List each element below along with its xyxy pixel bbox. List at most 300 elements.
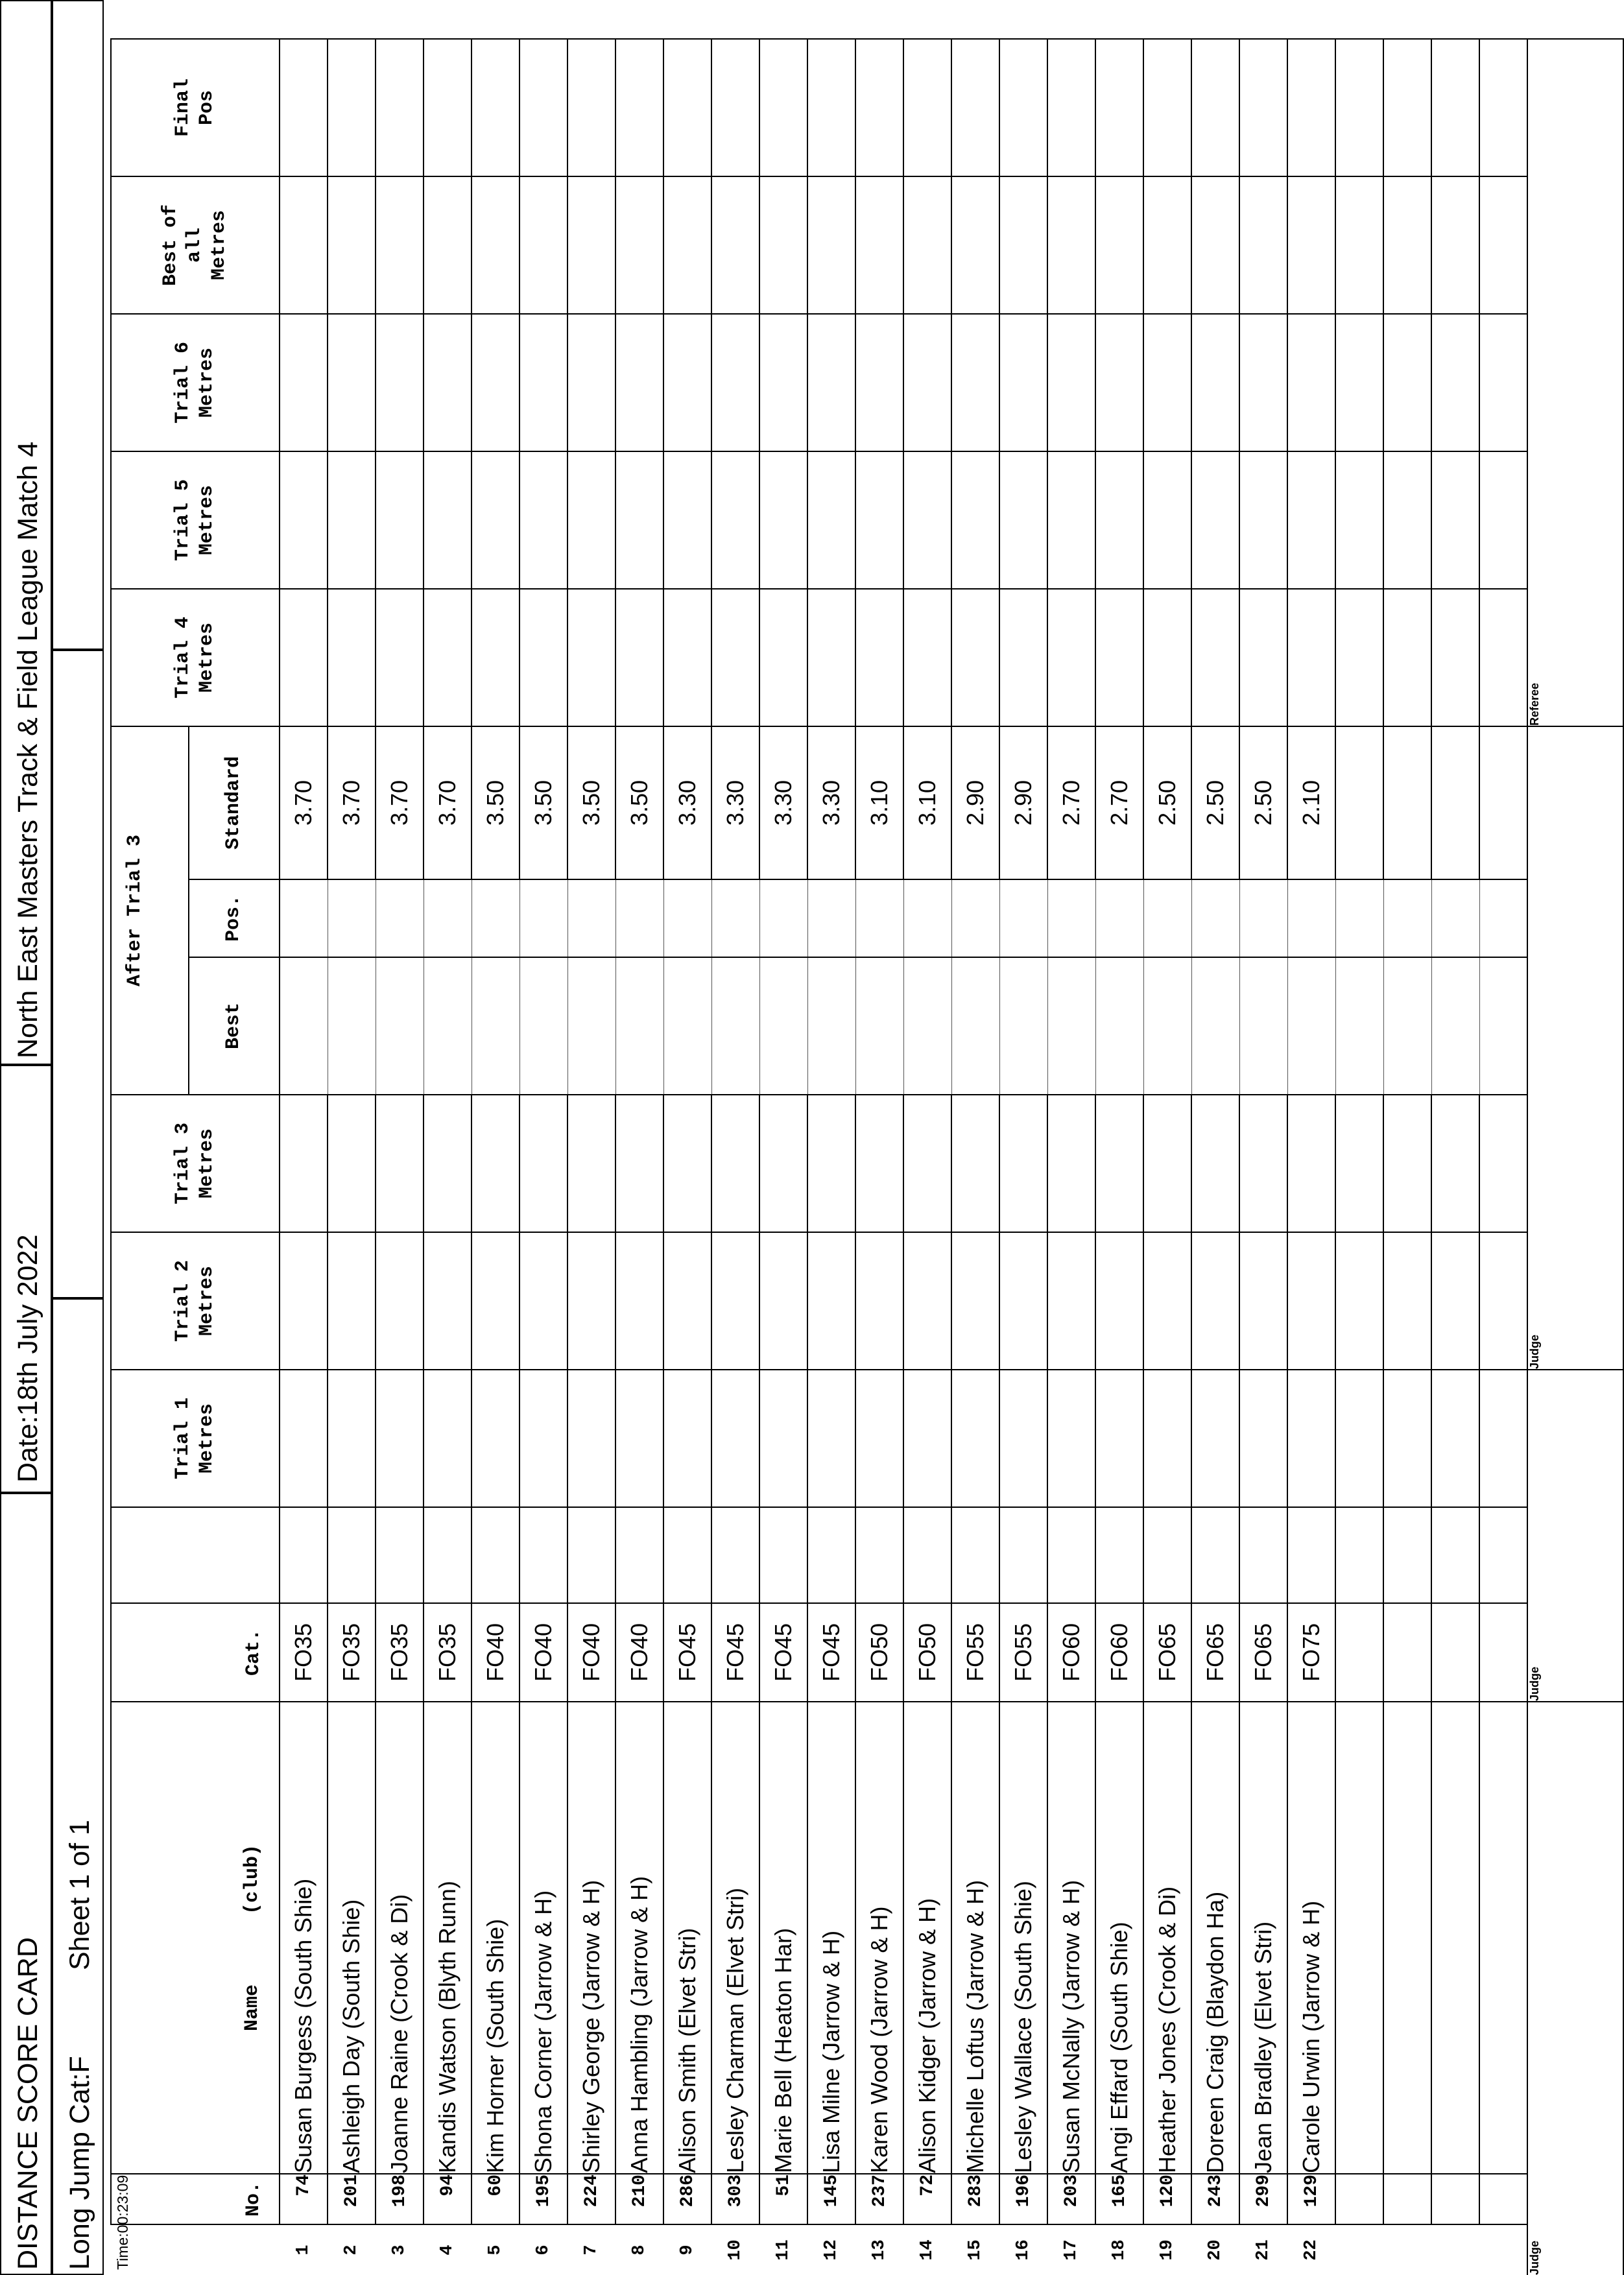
trial-5-cell [472, 451, 519, 589]
after-best-cell [280, 957, 328, 1095]
header-after-pos: Pos. [189, 879, 280, 957]
blank-cell [759, 1507, 807, 1603]
blank-cell [567, 1507, 615, 1603]
trial-4-cell [424, 589, 472, 726]
sheet-number: Sheet 1 of 1 [64, 1820, 95, 1970]
competitor-category: FO45 [759, 1603, 807, 1702]
competitor-number [1383, 2174, 1431, 2224]
best-of-all-cell [759, 176, 807, 314]
row-number: 5 [486, 2245, 505, 2256]
trial-1-cell [328, 1370, 376, 1507]
after-pos-cell [759, 879, 807, 957]
best-of-all-cell [472, 176, 519, 314]
best-of-all-cell [567, 176, 615, 314]
after-pos-cell [1239, 879, 1287, 957]
trial-4-cell [472, 589, 519, 726]
after-best-cell [1383, 957, 1431, 1095]
trial-1-cell [999, 1370, 1047, 1507]
after-best-cell [807, 957, 855, 1095]
blank-cell [615, 1507, 663, 1603]
after-best-cell [711, 957, 759, 1095]
trial-4-cell [903, 589, 951, 726]
table-row [424, 39, 472, 2275]
trial-5-cell [951, 451, 999, 589]
standard-cell [1479, 726, 1527, 879]
trial-1-cell [615, 1370, 663, 1507]
competitor-name [1383, 1702, 1431, 2174]
competitor-number: 283 [951, 2174, 999, 2224]
trial-1-cell [951, 1370, 999, 1507]
header-best-of-all: Best of all Metres [111, 176, 280, 314]
trial-5-cell [1287, 451, 1335, 589]
competitor-number [1431, 2174, 1479, 2224]
after-best-cell [903, 957, 951, 1095]
header-blank-box-2 [52, 0, 104, 650]
blank-cell [1335, 1507, 1383, 1603]
competitor-category: FO40 [472, 1603, 519, 1702]
after-pos-cell [807, 879, 855, 957]
standard-cell: 3.10 [855, 726, 903, 879]
row-number: 15 [966, 2239, 985, 2261]
standard-cell: 3.50 [519, 726, 567, 879]
trial-6-cell [711, 314, 759, 451]
competitor-name: Lesley Wallace (South Shie) [999, 1702, 1047, 2174]
trial-1-cell [1335, 1370, 1383, 1507]
competitor-category: FO55 [951, 1603, 999, 1702]
row-number: 22 [1302, 2239, 1321, 2261]
trial-3-cell [1191, 1095, 1239, 1232]
trial-1-cell [567, 1370, 615, 1507]
trial-2-cell [759, 1232, 807, 1370]
competitor-name: Kim Horner (South Shie) [472, 1702, 519, 2174]
trial-5-cell [1095, 451, 1143, 589]
trial-3-cell [663, 1095, 711, 1232]
after-pos-cell [855, 879, 903, 957]
trial-4-cell [280, 589, 328, 726]
competitor-name: Kandis Watson (Blyth Runn) [424, 1702, 472, 2174]
trial-2-cell [376, 1232, 424, 1370]
trial-4-cell [376, 589, 424, 726]
header-final-pos: Final Pos [111, 39, 280, 176]
trial-5-cell [903, 451, 951, 589]
trial-6-cell [1335, 314, 1383, 451]
trial-5-cell [855, 451, 903, 589]
trial-2-cell [903, 1232, 951, 1370]
blank-cell [1143, 1507, 1191, 1603]
judge-label: Judge [1528, 1666, 1541, 1701]
row-number: 2 [342, 2245, 361, 2256]
after-pos-cell [1431, 879, 1479, 957]
trial-4-cell [1191, 589, 1239, 726]
competitor-name: Marie Bell (Heaton Har) [759, 1702, 807, 2174]
final-pos-cell [951, 39, 999, 176]
best-of-all-cell [807, 176, 855, 314]
competitor-number: 51 [759, 2174, 807, 2224]
trial-2-cell [519, 1232, 567, 1370]
standard-cell [1383, 726, 1431, 879]
competitor-name: Susan McNally (Jarrow & H) [1047, 1702, 1095, 2174]
best-of-all-cell [1383, 176, 1431, 314]
trial-2-cell [1431, 1232, 1479, 1370]
after-pos-cell [1143, 879, 1191, 957]
after-pos-cell [1095, 879, 1143, 957]
standard-cell: 2.70 [1095, 726, 1143, 879]
trial-5-cell [1383, 451, 1431, 589]
competitor-name: Karen Wood (Jarrow & H) [855, 1702, 903, 2174]
competitor-name: Doreen Craig (Blaydon Ha) [1191, 1702, 1239, 2174]
best-of-all-cell [1479, 176, 1527, 314]
trial-6-cell [1047, 314, 1095, 451]
table-row [1143, 39, 1191, 2275]
competitor-name [1335, 1702, 1383, 2174]
blank-cell [855, 1507, 903, 1603]
blank-cell [951, 1507, 999, 1603]
best-of-all-cell [328, 176, 376, 314]
final-pos-cell [903, 39, 951, 176]
row-number: 11 [774, 2239, 793, 2261]
after-pos-cell [328, 879, 376, 957]
trial-3-cell [903, 1095, 951, 1232]
competitor-number [1335, 2174, 1383, 2224]
table-row [1239, 39, 1287, 2275]
table-row [280, 39, 328, 2275]
blank-cell [1191, 1507, 1239, 1603]
trial-5-cell [280, 451, 328, 589]
trial-4-cell [1335, 589, 1383, 726]
after-pos-cell [424, 879, 472, 957]
trial-3-cell [1479, 1095, 1527, 1232]
table-row [903, 39, 951, 2275]
row-number: 10 [726, 2239, 745, 2261]
after-pos-cell [1191, 879, 1239, 957]
competitor-name: Michelle Loftus (Jarrow & H) [951, 1702, 999, 2174]
row-number: 8 [630, 2245, 649, 2256]
row-number: 16 [1014, 2239, 1033, 2261]
trial-2-cell [951, 1232, 999, 1370]
after-pos-cell [903, 879, 951, 957]
trial-5-cell [567, 451, 615, 589]
after-pos-cell [1047, 879, 1095, 957]
standard-cell: 3.10 [903, 726, 951, 879]
trial-3-cell [1239, 1095, 1287, 1232]
standard-cell: 3.50 [615, 726, 663, 879]
trial-1-cell [1431, 1370, 1479, 1507]
trial-6-cell [1239, 314, 1287, 451]
blank-cell [1479, 1507, 1527, 1603]
trial-2-cell [1335, 1232, 1383, 1370]
trial-3-cell [615, 1095, 663, 1232]
after-pos-cell [1479, 879, 1527, 957]
row-number: 12 [822, 2239, 841, 2261]
competitor-number: 198 [376, 2174, 424, 2224]
row-number: 7 [582, 2245, 601, 2256]
competitor-name [1479, 1702, 1527, 2174]
trial-6-cell [472, 314, 519, 451]
blank-cell [1095, 1507, 1143, 1603]
final-pos-cell [1335, 39, 1383, 176]
blank-cell [903, 1507, 951, 1603]
blank-cell [711, 1507, 759, 1603]
blank-cell [663, 1507, 711, 1603]
trial-2-cell [663, 1232, 711, 1370]
table-row [807, 39, 855, 2275]
table-row [1095, 39, 1143, 2275]
final-pos-cell [1191, 39, 1239, 176]
trial-4-cell [807, 589, 855, 726]
final-pos-cell [1143, 39, 1191, 176]
standard-cell: 3.30 [711, 726, 759, 879]
standard-cell: 2.50 [1191, 726, 1239, 879]
header-cat: Cat. [111, 1603, 280, 1702]
trial-6-cell [903, 314, 951, 451]
competitor-category: FO40 [567, 1603, 615, 1702]
competitor-category: FO40 [615, 1603, 663, 1702]
table-row [855, 39, 903, 2275]
trial-3-cell [711, 1095, 759, 1232]
trial-1-cell [519, 1370, 567, 1507]
final-pos-cell [519, 39, 567, 176]
trial-2-cell [567, 1232, 615, 1370]
header-trial-5: Trial 5 Metres [111, 451, 280, 589]
trial-1-cell [807, 1370, 855, 1507]
judge-label: Judge [1528, 1334, 1541, 1369]
table-row [1335, 39, 1383, 2275]
trial-3-cell [1143, 1095, 1191, 1232]
trial-6-cell [519, 314, 567, 451]
trial-1-cell [855, 1370, 903, 1507]
after-pos-cell [999, 879, 1047, 957]
trial-6-cell [1191, 314, 1239, 451]
table-row [1383, 39, 1431, 2275]
blank-cell [1047, 1507, 1095, 1603]
final-pos-cell [376, 39, 424, 176]
row-number [1335, 2224, 1383, 2275]
standard-cell [1335, 726, 1383, 879]
after-best-cell [376, 957, 424, 1095]
blank-cell [280, 1507, 328, 1603]
standard-cell: 2.50 [1143, 726, 1191, 879]
trial-2-cell [1143, 1232, 1191, 1370]
standard-cell: 3.30 [759, 726, 807, 879]
final-pos-cell [663, 39, 711, 176]
trial-2-cell [472, 1232, 519, 1370]
trial-5-cell [807, 451, 855, 589]
trial-3-cell [424, 1095, 472, 1232]
competitor-name [1431, 1702, 1479, 2174]
final-pos-cell [1095, 39, 1143, 176]
row-number [1479, 2224, 1527, 2275]
trial-2-cell [1287, 1232, 1335, 1370]
competitor-number: 243 [1191, 2174, 1239, 2224]
competitor-number: 196 [999, 2174, 1047, 2224]
trial-1-cell [376, 1370, 424, 1507]
table-row [615, 39, 663, 2275]
header-name: Name (club) [111, 1702, 280, 2174]
competitor-category: FO35 [328, 1603, 376, 1702]
judge-signature-box-1 [1527, 1702, 1623, 2275]
standard-cell: 3.70 [280, 726, 328, 879]
header-trial-2: Trial 2 Metres [111, 1232, 280, 1370]
final-pos-cell [280, 39, 328, 176]
trial-2-cell [1191, 1232, 1239, 1370]
after-pos-cell [567, 879, 615, 957]
best-of-all-cell [663, 176, 711, 314]
trial-6-cell [615, 314, 663, 451]
header-trial-6: Trial 6 Metres [111, 314, 280, 451]
competitor-name: Alison Smith (Elvet Stri) [663, 1702, 711, 2174]
trial-5-cell [1143, 451, 1191, 589]
judge-label: Judge [1528, 2240, 1541, 2275]
after-pos-cell [951, 879, 999, 957]
blank-cell [999, 1507, 1047, 1603]
header-after-standard: Standard [189, 726, 280, 879]
header-trial-4: Trial 4 Metres [111, 589, 280, 726]
competitor-name: Angi Effard (South Shie) [1095, 1702, 1143, 2174]
final-pos-cell [472, 39, 519, 176]
trial-1-cell [1047, 1370, 1095, 1507]
best-of-all-cell [1095, 176, 1143, 314]
final-pos-cell [1431, 39, 1479, 176]
trial-2-cell [280, 1232, 328, 1370]
competitor-name: Heather Jones (Crook & Di) [1143, 1702, 1191, 2174]
best-of-all-cell [903, 176, 951, 314]
after-pos-cell [663, 879, 711, 957]
row-number: 18 [1110, 2239, 1129, 2261]
competitor-category: FO45 [711, 1603, 759, 1702]
trial-3-cell [1431, 1095, 1479, 1232]
trial-3-cell [567, 1095, 615, 1232]
after-best-cell [663, 957, 711, 1095]
best-of-all-cell [519, 176, 567, 314]
trial-4-cell [615, 589, 663, 726]
trial-2-cell [1479, 1232, 1527, 1370]
best-of-all-cell [1431, 176, 1479, 314]
competitor-name: Lesley Charman (Elvet Stri) [711, 1702, 759, 2174]
after-best-cell [328, 957, 376, 1095]
final-pos-cell [855, 39, 903, 176]
trial-5-cell [1335, 451, 1383, 589]
trial-5-cell [1047, 451, 1095, 589]
trial-4-cell [855, 589, 903, 726]
trial-3-cell [1095, 1095, 1143, 1232]
best-of-all-cell [1191, 176, 1239, 314]
competitor-category: FO50 [903, 1603, 951, 1702]
trial-6-cell [1479, 314, 1527, 451]
blank-cell [328, 1507, 376, 1603]
competitor-number: 299 [1239, 2174, 1287, 2224]
after-best-cell [1335, 957, 1383, 1095]
trial-3-cell [1047, 1095, 1095, 1232]
standard-cell: 3.50 [472, 726, 519, 879]
competitor-number: 237 [855, 2174, 903, 2224]
competitor-category [1479, 1603, 1527, 1702]
after-pos-cell [519, 879, 567, 957]
after-best-cell [1287, 957, 1335, 1095]
trial-5-cell [1479, 451, 1527, 589]
competitor-number: 120 [1143, 2174, 1191, 2224]
blank-cell [1431, 1507, 1479, 1603]
after-best-cell [472, 957, 519, 1095]
best-of-all-cell [280, 176, 328, 314]
trial-1-cell [711, 1370, 759, 1507]
trial-4-cell [1239, 589, 1287, 726]
competitor-category: FO60 [1047, 1603, 1095, 1702]
print-time: Time:00:23:09 [114, 2174, 131, 2270]
trial-4-cell [1095, 589, 1143, 726]
trial-6-cell [376, 314, 424, 451]
best-of-all-cell [615, 176, 663, 314]
trial-1-cell [1239, 1370, 1287, 1507]
table-row [999, 39, 1047, 2275]
competitor-category [1383, 1603, 1431, 1702]
trial-1-cell [759, 1370, 807, 1507]
after-best-cell [1143, 957, 1191, 1095]
card-title: DISTANCE SCORE CARD [12, 1937, 43, 2270]
blank-cell [807, 1507, 855, 1603]
competitor-number: 224 [567, 2174, 615, 2224]
after-pos-cell [1335, 879, 1383, 957]
header-no: No. [111, 2174, 280, 2224]
trial-2-cell [807, 1232, 855, 1370]
competitor-category [1335, 1603, 1383, 1702]
competitor-number: 129 [1287, 2174, 1335, 2224]
row-number: 20 [1206, 2239, 1225, 2261]
trial-4-cell [951, 589, 999, 726]
table-row [1287, 39, 1335, 2275]
row-number [1383, 2224, 1431, 2275]
trial-5-cell [663, 451, 711, 589]
trial-3-cell [807, 1095, 855, 1232]
trial-2-cell [424, 1232, 472, 1370]
trial-5-cell [1191, 451, 1239, 589]
best-of-all-cell [711, 176, 759, 314]
trial-3-cell [855, 1095, 903, 1232]
table-row [1479, 39, 1527, 2275]
trial-6-cell [759, 314, 807, 451]
trial-2-cell [615, 1232, 663, 1370]
trial-6-cell [855, 314, 903, 451]
after-best-cell [1095, 957, 1143, 1095]
header-blank-box-1 [52, 650, 104, 1298]
row-number [1431, 2224, 1479, 2275]
final-pos-cell [1047, 39, 1095, 176]
best-of-all-cell [1047, 176, 1095, 314]
trial-1-cell [663, 1370, 711, 1507]
trial-1-cell [280, 1370, 328, 1507]
after-best-cell [1191, 957, 1239, 1095]
event-date: Date:18th July 2022 [12, 1234, 43, 1483]
row-number: 19 [1158, 2239, 1177, 2261]
trial-1-cell [1383, 1370, 1431, 1507]
competitor-category: FO40 [519, 1603, 567, 1702]
trial-6-cell [1431, 314, 1479, 451]
competitor-number [1479, 2174, 1527, 2224]
final-pos-cell [567, 39, 615, 176]
table-row [376, 39, 424, 2275]
after-best-cell [855, 957, 903, 1095]
blank-cell [424, 1507, 472, 1603]
standard-cell: 3.30 [807, 726, 855, 879]
header-trial-1: Trial 1 Metres [111, 1370, 280, 1507]
blank-cell [1287, 1507, 1335, 1603]
trial-2-cell [711, 1232, 759, 1370]
competitor-category: FO35 [280, 1603, 328, 1702]
trial-6-cell [1287, 314, 1335, 451]
trial-5-cell [424, 451, 472, 589]
header-trial-3: Trial 3 Metres [111, 1095, 280, 1232]
row-number: 21 [1254, 2239, 1273, 2261]
competitor-number: 195 [519, 2174, 567, 2224]
